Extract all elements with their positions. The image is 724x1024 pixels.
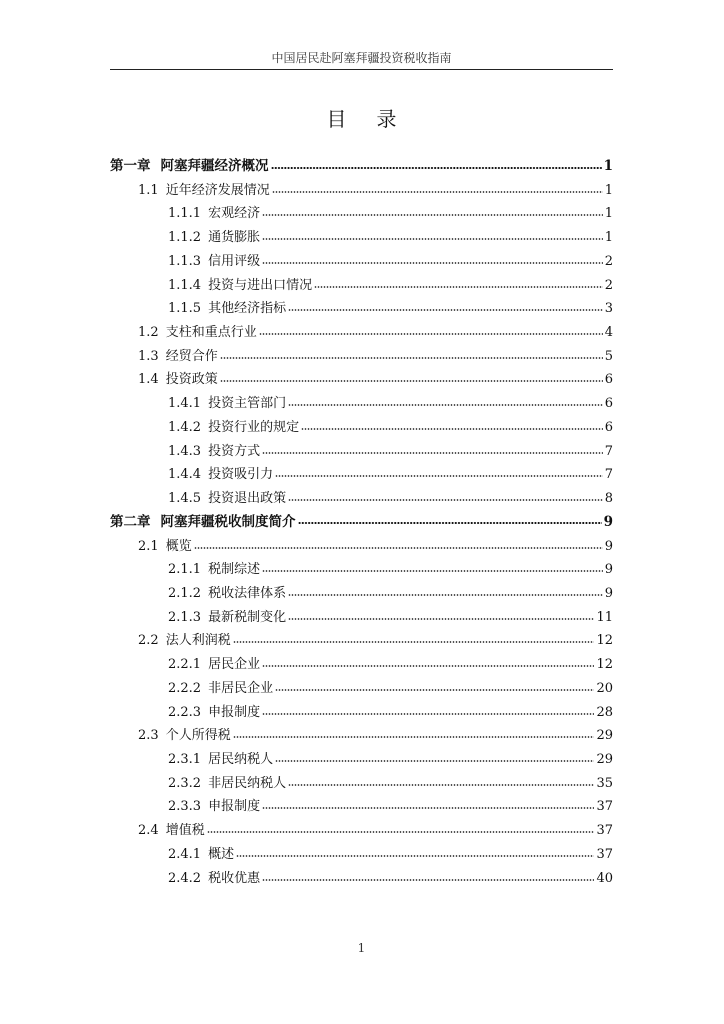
toc-entry-page: 2	[604, 253, 613, 269]
toc-entry-number: 2.3.2	[168, 775, 202, 791]
toc-entry-title: 增值税	[165, 823, 205, 839]
toc-entry[interactable]	[110, 843, 613, 867]
toc-entry-page: 5	[604, 348, 613, 364]
toc-entry-number: 2.2.2	[168, 680, 202, 696]
toc-entry-text	[138, 321, 257, 345]
toc-entry[interactable]	[110, 748, 613, 772]
toc-entry-text	[168, 202, 260, 226]
dot-leader	[262, 214, 603, 216]
toc-entry-title: 信用评级	[208, 253, 261, 269]
toc-entry-page: 35	[596, 775, 613, 791]
toc-entry-page: 12	[596, 657, 613, 673]
toc-entry-number: 1.4	[138, 372, 159, 388]
dot-leader	[262, 570, 603, 572]
toc-entry-number: 2.3.1	[168, 751, 202, 767]
dot-leader	[301, 428, 603, 430]
toc-entry-page: 20	[596, 680, 613, 696]
toc-entry-number: 1.2	[138, 325, 159, 341]
toc-entry-text	[168, 392, 286, 416]
toc-entry-page: 3	[604, 301, 613, 317]
toc-entry-text	[168, 772, 286, 796]
toc-entry-number: 2.4	[138, 823, 159, 839]
toc-entry-number: 2.1.3	[168, 609, 202, 625]
toc-entry[interactable]	[110, 511, 613, 535]
table-of-contents	[110, 155, 613, 890]
toc-entry-title: 法人利润税	[165, 633, 231, 649]
toc-entry-title: 申报制度	[208, 799, 261, 815]
dot-leader	[262, 262, 603, 264]
toc-entry-number: 第二章	[110, 513, 151, 530]
toc-entry-number: 2.1	[138, 538, 159, 554]
toc-entry-title: 阿塞拜疆经济概况	[160, 158, 269, 174]
toc-entry[interactable]	[110, 179, 613, 203]
toc-entry-text	[168, 274, 312, 298]
dot-leader	[275, 689, 594, 691]
toc-entry[interactable]	[110, 629, 613, 653]
toc-entry-text	[168, 795, 260, 819]
toc-entry[interactable]	[110, 463, 613, 487]
dot-leader	[271, 167, 602, 169]
toc-entry-text	[168, 463, 273, 487]
toc-entry-text	[168, 867, 260, 891]
toc-entry-page: 1	[603, 158, 613, 174]
toc-entry[interactable]	[110, 606, 613, 630]
toc-entry-page: 1	[604, 206, 613, 222]
toc-entry-number: 2.3.3	[168, 799, 202, 815]
toc-entry-number: 1.1.3	[168, 253, 202, 269]
toc-entry-text	[168, 250, 260, 274]
toc-entry-number: 2.4.1	[168, 846, 202, 862]
dot-leader	[288, 594, 603, 596]
toc-entry[interactable]	[110, 321, 613, 345]
toc-entry-page: 6	[604, 396, 613, 412]
dot-leader	[207, 831, 595, 833]
toc-entry-page: 29	[596, 728, 613, 744]
toc-entry-number: 1.1	[138, 182, 159, 198]
toc-entry-page: 37	[596, 823, 613, 839]
toc-entry-page: 28	[596, 704, 613, 720]
toc-entry[interactable]	[110, 724, 613, 748]
dot-leader	[288, 309, 603, 311]
toc-entry-number: 1.4.3	[168, 443, 202, 459]
toc-entry-text	[168, 416, 299, 440]
toc-entry-page: 6	[604, 372, 613, 388]
dot-leader	[298, 522, 602, 524]
toc-entry-page: 12	[596, 633, 613, 649]
toc-entry-text	[168, 440, 260, 464]
toc-entry-title: 近年经济发展情况	[165, 182, 270, 198]
dot-leader	[275, 760, 594, 762]
toc-entry[interactable]	[110, 274, 613, 298]
toc-entry-text	[168, 653, 260, 677]
dot-leader	[262, 452, 603, 454]
toc-entry-title: 税收法律体系	[208, 585, 287, 601]
toc-entry-text	[138, 819, 205, 843]
toc-entry-title: 税制综述	[208, 562, 261, 578]
toc-entry-text	[138, 535, 192, 559]
dot-leader	[275, 475, 603, 477]
toc-entry-title: 投资方式	[208, 443, 261, 459]
toc-entry-text	[138, 179, 270, 203]
toc-entry-page: 37	[596, 846, 613, 862]
dot-leader	[288, 404, 603, 406]
toc-entry-page: 40	[596, 870, 613, 886]
toc-entry-number: 1.4.2	[168, 419, 202, 435]
toc-entry[interactable]	[110, 677, 613, 701]
dot-leader	[233, 641, 595, 643]
toc-entry-page: 7	[604, 443, 613, 459]
toc-entry-text	[138, 368, 218, 392]
toc-entry-page: 11	[596, 609, 613, 625]
toc-entry-text	[168, 701, 260, 725]
toc-entry-page: 37	[596, 799, 613, 815]
toc-entry-text	[168, 487, 286, 511]
toc-entry-page: 9	[603, 513, 613, 530]
toc-entry[interactable]	[110, 582, 613, 606]
toc-entry[interactable]	[110, 250, 613, 274]
dot-leader	[262, 238, 603, 240]
toc-entry[interactable]	[110, 155, 613, 179]
toc-entry[interactable]	[110, 392, 613, 416]
dot-leader	[233, 736, 595, 738]
toc-entry-number: 2.1.2	[168, 585, 202, 601]
toc-entry[interactable]	[110, 772, 613, 796]
toc-entry-title: 支柱和重点行业	[165, 325, 257, 341]
toc-entry-title: 宏观经济	[208, 206, 261, 222]
toc-entry-number: 1.4.5	[168, 491, 202, 507]
toc-entry-number: 2.3	[138, 728, 159, 744]
toc-entry-number: 第一章	[110, 158, 151, 174]
toc-entry-number: 2.2.1	[168, 657, 202, 673]
toc-entry-title: 投资吸引力	[208, 467, 274, 483]
toc-entry-page: 7	[604, 467, 613, 483]
toc-entry-title: 税收优惠	[208, 870, 261, 886]
toc-entry-title: 非居民纳税人	[208, 775, 287, 791]
toc-entry-title: 阿塞拜疆税收制度简介	[160, 513, 296, 530]
toc-entry[interactable]	[110, 202, 613, 226]
toc-entry-title: 投资主管部门	[208, 396, 287, 412]
toc-entry-text	[138, 345, 218, 369]
toc-entry-title: 居民企业	[208, 657, 261, 673]
toc-entry-title: 概述	[208, 846, 235, 862]
toc-entry-text	[168, 606, 286, 630]
toc-entry-number: 1.3	[138, 348, 159, 364]
toc-entry-text	[168, 226, 260, 250]
toc-entry-title: 居民纳税人	[208, 751, 274, 767]
toc-entry[interactable]	[110, 558, 613, 582]
toc-entry-page: 9	[604, 562, 613, 578]
toc-entry-text	[138, 724, 231, 748]
dot-leader	[288, 618, 594, 620]
toc-entry-page: 1	[604, 230, 613, 246]
toc-entry[interactable]	[110, 487, 613, 511]
toc-entry-number: 1.4.1	[168, 396, 202, 412]
toc-entry-number: 2.1.1	[168, 562, 202, 578]
toc-entry[interactable]	[110, 416, 613, 440]
toc-entry-page: 9	[604, 585, 613, 601]
dot-leader	[262, 665, 594, 667]
toc-entry-text	[168, 677, 273, 701]
toc-entry[interactable]	[110, 819, 613, 843]
dot-leader	[262, 807, 594, 809]
toc-entry[interactable]	[110, 535, 613, 559]
toc-entry-title: 概览	[165, 538, 192, 554]
toc-entry-page: 1	[604, 182, 613, 198]
toc-entry[interactable]	[110, 701, 613, 725]
toc-entry-title: 经贸合作	[165, 348, 218, 364]
toc-entry-page: 8	[604, 491, 613, 507]
toc-entry-number: 2.2.3	[168, 704, 202, 720]
toc-entry-title: 最新税制变化	[208, 609, 287, 625]
header-rule	[110, 69, 613, 70]
toc-entry[interactable]	[110, 345, 613, 369]
toc-entry[interactable]	[110, 368, 613, 392]
dot-leader	[262, 713, 594, 715]
toc-entry[interactable]	[110, 653, 613, 677]
dot-leader	[259, 333, 603, 335]
toc-entry[interactable]	[110, 795, 613, 819]
dot-leader	[288, 784, 594, 786]
toc-entry-title: 非居民企业	[208, 680, 274, 696]
dot-leader	[272, 191, 603, 193]
toc-title: 目录	[326, 107, 427, 131]
toc-entry[interactable]	[110, 226, 613, 250]
toc-entry-text	[138, 629, 231, 653]
toc-entry-title: 通货膨胀	[208, 230, 261, 246]
toc-entry-number: 2.2	[138, 633, 159, 649]
toc-entry-page: 4	[604, 325, 613, 341]
page-number: 1	[357, 941, 366, 955]
toc-entry-number: 1.1.5	[168, 301, 202, 317]
dot-leader	[262, 879, 594, 881]
toc-entry-number: 1.1.1	[168, 206, 202, 222]
running-header: 中国居民赴阿塞拜疆投资税收指南	[271, 51, 452, 65]
toc-entry-number: 2.4.2	[168, 870, 202, 886]
toc-entry-title: 申报制度	[208, 704, 261, 720]
toc-entry-page: 9	[604, 538, 613, 554]
toc-entry-text	[110, 511, 296, 535]
toc-entry-text	[110, 155, 269, 179]
toc-entry[interactable]	[110, 297, 613, 321]
toc-entry-page: 6	[604, 419, 613, 435]
toc-entry-page: 29	[596, 751, 613, 767]
toc-entry-text	[168, 843, 234, 867]
toc-entry-number: 1.1.4	[168, 277, 202, 293]
toc-entry-title: 投资退出政策	[208, 491, 287, 507]
toc-entry-title: 个人所得税	[165, 728, 231, 744]
dot-leader	[288, 499, 603, 501]
dot-leader	[314, 286, 603, 288]
toc-entry[interactable]	[110, 867, 613, 891]
toc-entry-text	[168, 558, 260, 582]
toc-entry-text	[168, 582, 286, 606]
toc-entry-number: 1.4.4	[168, 467, 202, 483]
toc-entry-text	[168, 297, 286, 321]
dot-leader	[220, 357, 603, 359]
toc-entry-number: 1.1.2	[168, 230, 202, 246]
toc-entry-title: 投资政策	[165, 372, 218, 388]
toc-entry-title: 投资与进出口情况	[208, 277, 313, 293]
dot-leader	[236, 855, 594, 857]
dot-leader	[194, 547, 603, 549]
dot-leader	[220, 380, 603, 382]
toc-entry[interactable]	[110, 440, 613, 464]
toc-entry-title: 其他经济指标	[208, 301, 287, 317]
toc-entry-page: 2	[604, 277, 613, 293]
toc-entry-title: 投资行业的规定	[208, 419, 300, 435]
toc-entry-text	[168, 748, 273, 772]
